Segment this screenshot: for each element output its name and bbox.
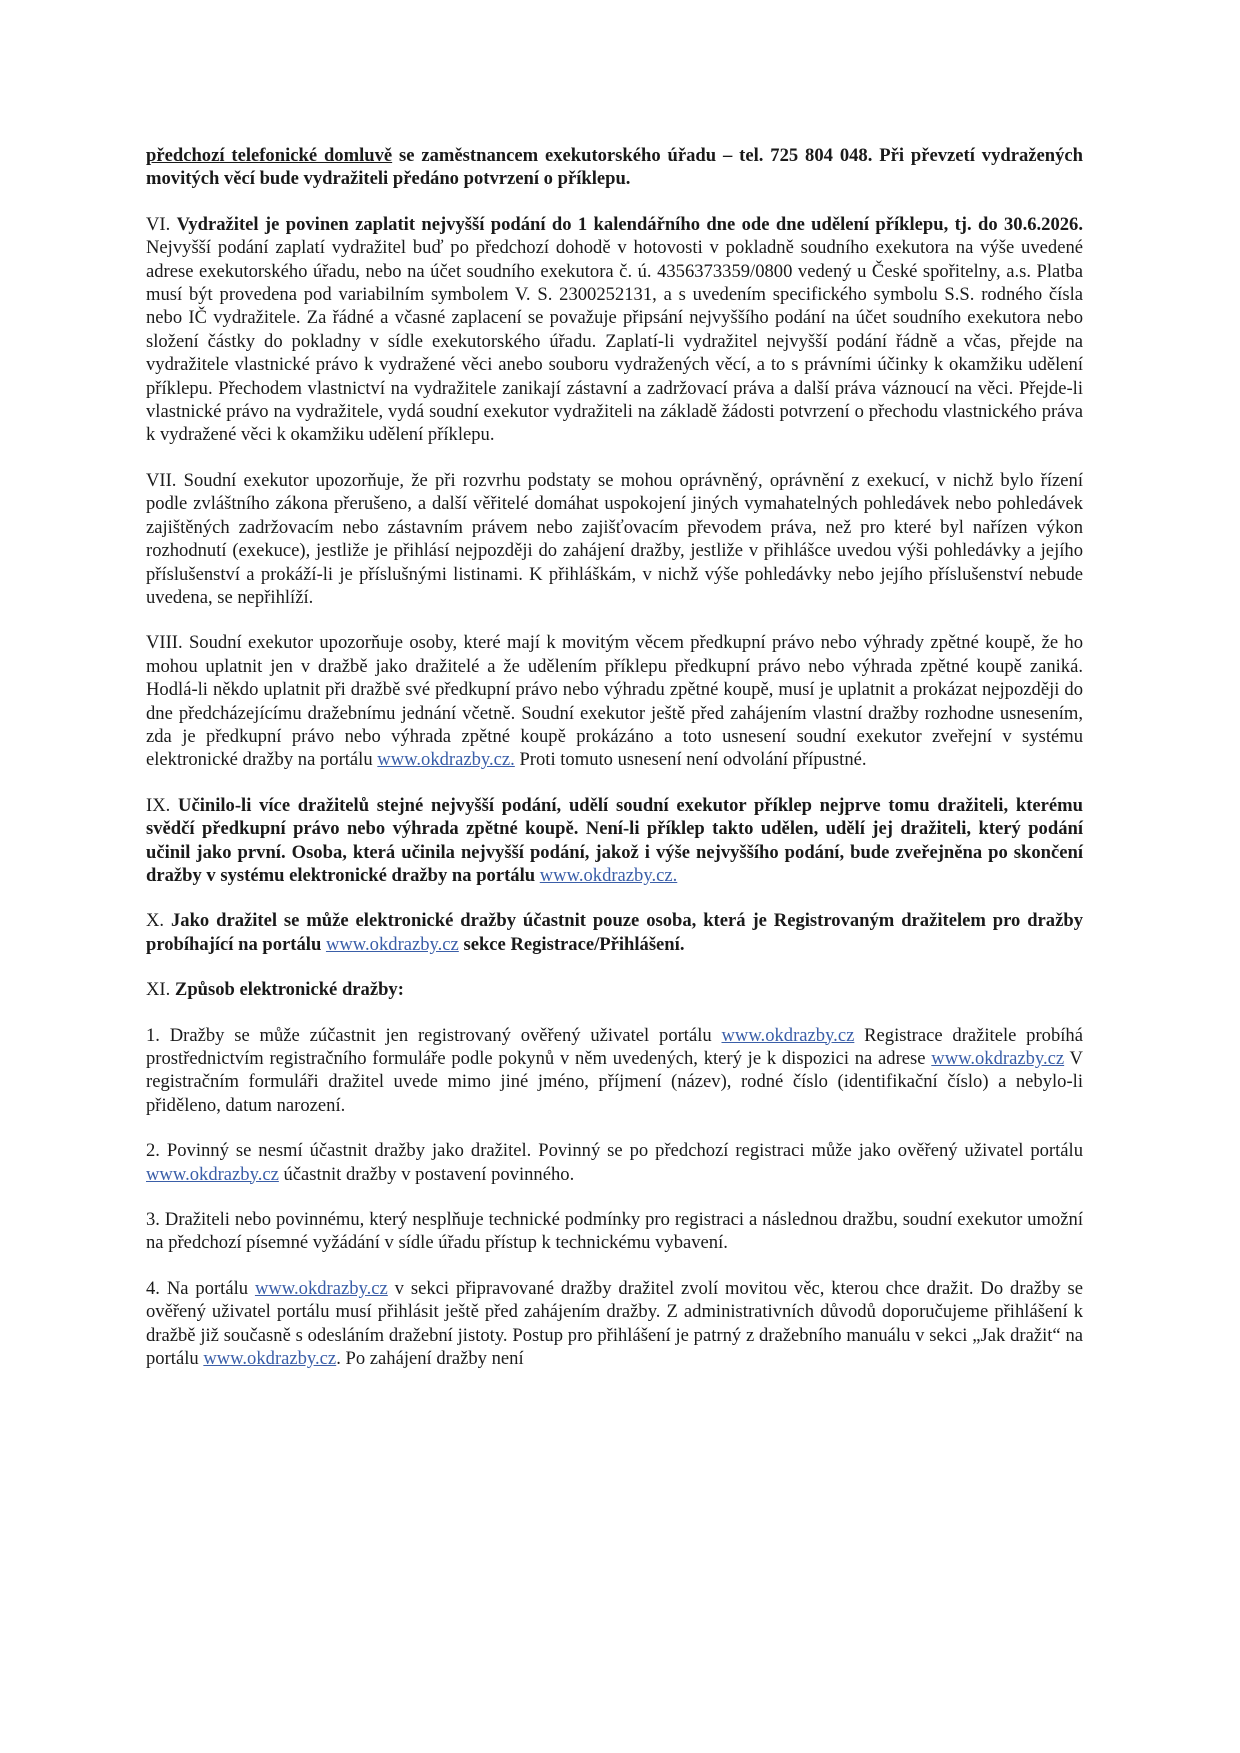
list-item-1 — [146, 1024, 1083, 1118]
section-number-ix: IX. — [146, 794, 179, 816]
section-number-x: X. — [146, 910, 171, 932]
okdrazby-link[interactable]: www.okdrazby.cz — [203, 1348, 337, 1370]
item-2-text-end: účastnit dražby v postavení povinného. — [278, 1163, 575, 1185]
okdrazby-link[interactable]: www.okdrazby.cz. — [377, 749, 515, 771]
no-appeal-text: Proti tomuto usnesení není odvolání přípustné. — [514, 749, 867, 771]
intro-text: se zaměstnancem exekutorského úřadu – tel. 725 804 048. Při převzetí vydražených movitých věcí bude vydražiteli předáno potvrzení o příklepu. — [146, 145, 1083, 190]
document-page — [146, 144, 1083, 1392]
payment-deadline-text: Vydražitel je povinen zaplatit nejvyšší podání do 1 kalendářního dne ode dne udělení příklepu, tj. do 30.6.2026. — [176, 213, 1084, 235]
section-number-vi: VI. — [146, 213, 177, 235]
equal-bids-text: Učinilo-li více dražitelů stejné nejvyšší podání, udělí soudní exekutor příklep nejprve tomu dražiteli, kterému svědčí předkupní právo nebo výhrada zpětné koupě. Není-li příklep takto udělen, udělí jej dražiteli, který podání učinil jako první. Osoba, která učinila nejvyšší podání, jakož i výše nejvyššího podání, bude zveřejněna po skončení dražby v systému elektronické dražby na portálu — [146, 794, 1083, 886]
okdrazby-link[interactable]: www.okdrazby.cz — [146, 1163, 279, 1185]
list-item-3 — [146, 1208, 1083, 1255]
okdrazby-link[interactable]: www.okdrazby.cz — [325, 933, 459, 955]
item-4-text-cont: v sekci připravované dražby dražitel zvolí movitou věc, kterou chce dražit. Do dražby se ověřený uživatel portálu musí přihlásit ještě před zahájením dražby. Z administrativních důvodů doporučujeme přihlášení k dražbě již současně s odesláním dražební jistoty. Postup pro přihlášení je patrný z dražebního manuálu v sekci „Jak dražit“ na portálu — [146, 1277, 1083, 1370]
item-3-text: 3. Dražiteli nebo povinnému, který nesplňuje technické podmínky pro registraci a následnou dražbu, soudní exekutor umožní na předchozí písemné vyžádání v sídle úřadu přístup k technickému vybavení. — [146, 1209, 1083, 1254]
item-1-text: 1. Dražby se může zúčastnit jen registrovaný ověřený uživatel portálu — [146, 1024, 722, 1046]
paragraph-vi — [146, 213, 1083, 447]
okdrazby-link[interactable]: www.okdrazby.cz — [254, 1277, 388, 1299]
item-4-text: 4. Na portálu — [146, 1277, 255, 1299]
intro-underlined-text: předchozí telefonické domluvě — [146, 145, 393, 166]
okdrazby-link[interactable]: www.okdrazby.cz. — [539, 864, 678, 886]
list-item-4 — [146, 1277, 1083, 1371]
section-number-xi: XI. — [146, 979, 175, 1001]
paragraph-vii — [146, 469, 1083, 609]
paragraph-ix — [146, 794, 1083, 888]
paragraph-viii — [146, 631, 1083, 771]
pre-emption-notice-text: VIII. Soudní exekutor upozorňuje osoby, které mají k movitým věcem předkupní právo nebo výhrady zpětné koupě, že ho mohou uplatnit jen v dražbě jako dražitelé a že udělením příklepu předkupní právo nebo výhrada zpětné koupě zaniká. Hodlá-li někdo uplatnit při dražbě své předkupní právo nebo výhradu zpětné koupě, musí je uplatnit a prokázat nejpozději do dne předcházejícímu dražebnímu jednání včetně. Soudní exekutor ještě před zahájením vlastní dražby rozhodne usnesením, zda je předkupní právo nebo výhrada zpětné koupě prokázáno a toto usnesení soudní exekutor zveřejní v systému elektronické dražby na portálu — [146, 632, 1083, 771]
item-1-text-cont: Registrace dražitele probíhá prostřednictvím registračního formuláře podle pokynů v něm uvedených, který je k dispozici na adrese — [146, 1024, 1083, 1069]
paragraph-intro — [146, 144, 1083, 191]
registration-section-text: sekce Registrace/Přihlášení. — [458, 933, 685, 955]
item-4-text-end: . Po zahájení dražby není — [336, 1348, 524, 1370]
creditors-notice-text: VII. Soudní exekutor upozorňuje, že při rozvrhu podstaty se mohou oprávněný, oprávnění z exekucí, v nichž bylo řízení podle zvláštního zákona přerušeno, a další věřitelé domáhat uspokojení jiných vymahatelných pohledávek nebo pohledávek zajištěných zadržovacím nebo zástavním právem nebo zajišťovacím převodem práva, než pro které byl nařízen výkon rozhodnutí (exekuce), jestliže je přihlásí nejpozději do zahájení dražby, jestliže v přihlášce uvedou výši pohledávky a jejího příslušenství a prokáží-li je příslušnými listinami. K přihláškám, v nichž výše pohledávky nebo jejího příslušenství nebude uvedena, se nepřihlíží. — [146, 469, 1083, 608]
registered-bidder-text: Jako dražitel se může elektronické dražby účastnit pouze osoba, která je Registrovaným dražitelem pro dražby probíhající na portálu — [146, 910, 1083, 955]
payment-details-text: Nejvyšší podání zaplatí vydražitel buď po předchozí dohodě v hotovosti v pokladně soudního exekutora na výše uvedené adrese exekutorského úřadu, nebo na účet soudního exekutora č. ú. 4356373359/0800 vedený u České spořitelny, a.s. Platba musí být provedena pod variabilním symbolem V. S. 2300252131, a s uvedením specifického symbolu S.S. rodného čísla nebo IČ vydražitele. Za řádné a včasné zaplacení se považuje připsání nejvyššího podání na účet soudního exekutora nebo složení částky do pokladny v sídle exekutorského úřadu. Zaplatí-li vydražitel nejvyšší podání řádně a včas, přejde na vydražitele vlastnické právo k vydražené věci anebo souboru vydražených věcí, a to s právními účinky k okamžiku udělení příklepu. Přechodem vlastnictví na vydražitele zanikají zástavní a zadržovací práva a další práva váznoucí na věci. Přejde-li vlastnické právo na vydražitele, vydá soudní exekutor vydražiteli na základě žádosti potvrzení o přechodu vlastnického práva k vydražené věci k okamžiku udělení příklepu. — [146, 237, 1083, 446]
okdrazby-link[interactable]: www.okdrazby.cz — [931, 1048, 1065, 1069]
item-1-text-end: V registračním formuláři dražitel uvede mimo jiné jméno, příjmení (název), rodné číslo (identifikační číslo) a nebylo-li přiděleno, datum narození. — [146, 1048, 1083, 1116]
okdrazby-link[interactable]: www.okdrazby.cz — [721, 1024, 855, 1046]
paragraph-x — [146, 909, 1083, 956]
item-2-text: 2. Povinný se nesmí účastnit dražby jako dražitel. Povinný se po předchozí registraci může jako ověřený uživatel portálu — [146, 1140, 1083, 1162]
paragraph-xi — [146, 978, 1083, 1001]
auction-method-heading: Způsob elektronické dražby: — [174, 979, 404, 1001]
list-item-2 — [146, 1139, 1083, 1186]
